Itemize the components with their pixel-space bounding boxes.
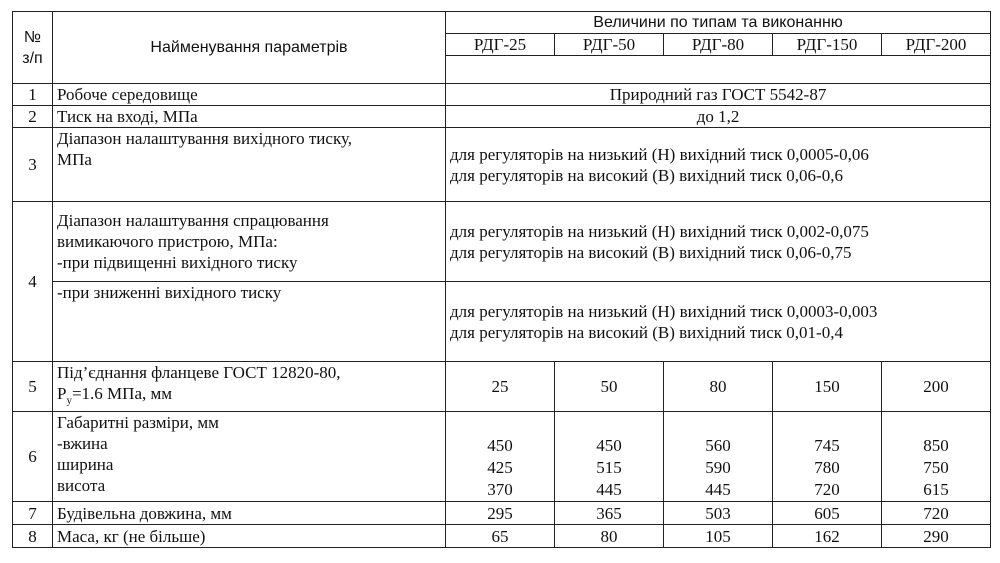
header-row (13, 12, 991, 34)
row-number: 4 (13, 202, 53, 362)
value-rdg-50: 80 (555, 525, 664, 548)
header-number: № з/п (13, 12, 53, 84)
header-parameter-name: Найменування параметрів (53, 12, 446, 84)
value-rdg-200: 720 (882, 502, 991, 525)
type-rdg-80: РДГ-80 (664, 34, 773, 56)
type-rdg-25: РДГ-25 (446, 34, 555, 56)
parameter-name: Тиск на вході, МПа (53, 106, 446, 128)
type-rdg-200: РДГ-200 (882, 34, 991, 56)
table-row (13, 282, 991, 362)
type-rdg-50: РДГ-50 (555, 34, 664, 56)
table-row (13, 128, 991, 202)
table-row (13, 525, 991, 548)
value-rdg-50: 450 515 445 (555, 412, 664, 502)
row-number: 8 (13, 525, 53, 548)
header-spacer (446, 56, 991, 84)
value-rdg-25: 25 (446, 362, 555, 412)
row-number: 3 (13, 128, 53, 202)
value-rdg-80: 503 (664, 502, 773, 525)
parameter-name: Габаритні разміри, мм -вжина ширина висота (53, 412, 446, 502)
value-rdg-80: 105 (664, 525, 773, 548)
value-rdg-25: 450 425 370 (446, 412, 555, 502)
table-row (13, 502, 991, 525)
parameter-name: Маса, кг (не більше) (53, 525, 446, 548)
parameter-value: до 1,2 (446, 106, 991, 128)
table-row (13, 84, 991, 106)
value-rdg-150: 745 780 720 (773, 412, 882, 502)
parameters-table (12, 11, 991, 548)
type-rdg-150: РДГ-150 (773, 34, 882, 56)
row-number: 7 (13, 502, 53, 525)
parameter-name: Діапазон налаштування спрацювання вимикаючого пристрою, МПа: -при підвищенні вихідного тиску (53, 202, 446, 282)
row-number: 2 (13, 106, 53, 128)
parameter-value: для регуляторів на низький (Н) вихідний тиск 0,002-0,075 для регуляторів на високий (В) вихідний тиск 0,06-0,75 (446, 202, 991, 282)
flange-connection-label: Під’єднання фланцеве ГОСТ 12820-80, (57, 363, 341, 382)
parameter-value: для регуляторів на низький (Н) вихідний тиск 0,0005-0,06 для регуляторів на високий (В) вихідний тиск 0,06-0,6 (446, 128, 991, 202)
header-values-by-type: Величини по типам та виконанню (446, 12, 991, 34)
value-rdg-200: 200 (882, 362, 991, 412)
value-rdg-150: 605 (773, 502, 882, 525)
value-rdg-50: 50 (555, 362, 664, 412)
value-rdg-25: 295 (446, 502, 555, 525)
parameter-name: Робоче середовище (53, 84, 446, 106)
pressure-subscript: y (66, 394, 72, 407)
pressure-symbol: P (57, 384, 67, 403)
row-number: 1 (13, 84, 53, 106)
row-number: 6 (13, 412, 53, 502)
parameter-value: Природний газ ГОСТ 5542-87 (446, 84, 991, 106)
parameter-name: Будівельна довжина, мм (53, 502, 446, 525)
parameter-name (53, 362, 446, 412)
parameter-name: -при зниженні вихідного тиску (53, 282, 446, 362)
pressure-value-label: =1.6 МПа, мм (71, 384, 173, 403)
value-rdg-80: 560 590 445 (664, 412, 773, 502)
table-row (13, 362, 991, 412)
value-rdg-80: 80 (664, 362, 773, 412)
table-row (13, 412, 991, 502)
value-rdg-150: 162 (773, 525, 882, 548)
value-rdg-25: 65 (446, 525, 555, 548)
value-rdg-150: 150 (773, 362, 882, 412)
table-row (13, 202, 991, 282)
row-number: 5 (13, 362, 53, 412)
table-row (13, 106, 991, 128)
value-rdg-200: 290 (882, 525, 991, 548)
value-rdg-50: 365 (555, 502, 664, 525)
value-rdg-200: 850 750 615 (882, 412, 991, 502)
parameter-value: для регуляторів на низький (Н) вихідний тиск 0,0003-0,003 для регуляторів на високий (В) вихідний тиск 0,01-0,4 (446, 282, 991, 362)
parameter-name: Діапазон налаштування вихідного тиску, МПа (53, 128, 446, 202)
